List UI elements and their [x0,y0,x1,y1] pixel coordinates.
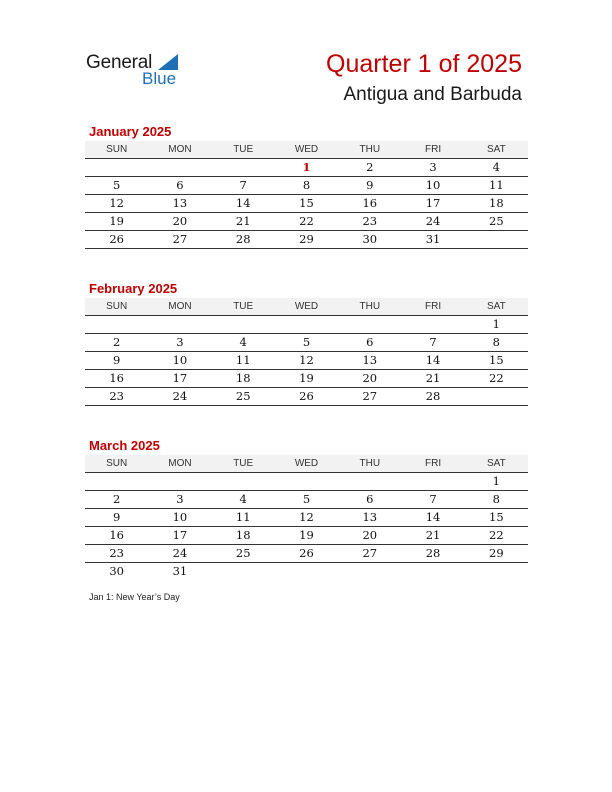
day-cell: 17 [172,528,188,542]
month-calendar [85,279,528,406]
day-cell: 18 [489,196,504,210]
day-cell [465,231,528,248]
weekday-label: FRI [424,144,442,155]
month-title: February 2025 [89,281,178,296]
weekday-header-row [85,455,528,472]
day-cell: 2 [112,335,121,349]
day-cell: 30 [109,564,124,578]
month-title: March 2025 [89,438,160,453]
week-row [85,508,528,526]
month-bottom-rule [85,248,528,249]
weekday-label: SUN [106,301,128,312]
day-cell: 4 [239,335,247,349]
day-cell: 12 [299,510,314,524]
week-row [85,212,528,230]
day-cell: 1 [492,474,500,488]
day-cell: 20 [362,528,378,542]
logo-blue-text: Blue [142,69,177,88]
day-cell: 24 [425,214,441,228]
week-row [85,490,528,508]
day-cell: 20 [172,214,188,228]
day-cell: 27 [362,389,378,403]
day-cell [338,473,401,490]
holiday-notes: Jan 1: New Year’s Day [89,592,180,602]
weekday-label: SAT [486,144,506,155]
weekday-label: SAT [486,301,506,312]
week-row [85,333,528,351]
day-cell: 4 [492,160,500,174]
day-cell: 19 [299,528,314,542]
week-row [85,544,528,562]
day-cell: 22 [489,528,504,542]
day-cell: 26 [109,232,124,246]
week-row [85,176,528,194]
day-cell: 29 [489,546,504,560]
day-cell: 14 [425,353,441,367]
day-cell: 2 [366,160,374,174]
day-cell [338,316,401,333]
day-cell: 15 [299,196,314,210]
day-cell [338,563,401,580]
day-cell [401,316,464,333]
weekday-label: TUE [233,144,254,155]
day-cell: 5 [112,178,121,192]
day-cell: 25 [489,214,504,228]
day-cell: 7 [239,178,247,192]
day-cell: 23 [362,214,378,228]
page-title: Quarter 1 of 2025 [326,50,522,78]
day-cell: 6 [176,178,184,192]
day-cell: 13 [172,196,188,210]
weekday-label: SUN [106,458,128,469]
day-cell: 10 [172,510,188,524]
day-cell: 26 [299,546,314,560]
day-cell: 27 [172,232,188,246]
day-cell: 13 [362,510,378,524]
day-cell: 12 [109,196,124,210]
day-cell [148,159,211,176]
month-title: January 2025 [89,124,172,139]
day-cell: 16 [109,371,124,385]
day-cell: 21 [425,371,441,385]
week-row [85,472,528,490]
logo-general-text: General [86,52,153,73]
weekday-label: SUN [106,144,128,155]
day-cell: 14 [425,510,441,524]
month-bottom-rule [85,405,528,406]
day-cell: 21 [235,214,251,228]
day-cell: 13 [362,353,378,367]
day-cell: 7 [429,335,437,349]
day-cell [148,473,211,490]
day-cell: 1 [302,160,311,174]
day-cell: 23 [109,546,124,560]
weekday-label: WED [294,458,319,469]
day-cell: 5 [302,335,311,349]
day-cell: 25 [235,389,251,403]
day-cell [212,473,275,490]
weekday-label: MON [168,301,192,312]
day-cell: 8 [492,492,500,506]
weekday-header-row [85,141,528,158]
generalblue-logo [86,50,196,90]
day-cell [148,316,211,333]
weekday-label: THU [359,301,381,312]
country-subtitle: Antigua and Barbuda [343,84,522,105]
day-cell: 7 [429,492,437,506]
day-cell: 24 [172,389,188,403]
day-cell: 17 [425,196,441,210]
weekday-label: THU [359,144,381,155]
weekday-label: WED [294,144,319,155]
day-cell: 15 [489,353,504,367]
day-cell [212,159,275,176]
day-cell [401,563,464,580]
week-row [85,230,528,248]
day-cell [85,316,148,333]
day-cell: 27 [362,546,378,560]
month-calendar [85,436,528,580]
day-cell: 18 [235,528,251,542]
week-row [85,369,528,387]
weekday-label: TUE [233,301,254,312]
day-cell [465,563,528,580]
weekday-label: MON [168,144,192,155]
day-cell: 11 [235,353,251,367]
weekday-label: FRI [424,301,442,312]
logo-triangle-icon [158,54,178,70]
day-cell: 5 [302,492,311,506]
day-cell [212,563,275,580]
day-cell: 28 [425,389,441,403]
weekday-label: TUE [233,458,254,469]
day-cell [275,473,338,490]
day-cell: 31 [425,232,441,246]
day-cell: 22 [489,371,504,385]
day-cell: 24 [172,546,188,560]
day-cell: 17 [172,371,188,385]
day-cell: 10 [172,353,188,367]
week-row [85,194,528,212]
day-cell [275,316,338,333]
day-cell: 16 [109,528,124,542]
day-cell: 26 [299,389,314,403]
day-cell: 21 [425,528,441,542]
day-cell: 11 [489,178,504,192]
day-cell: 23 [109,389,124,403]
day-cell: 19 [109,214,124,228]
day-cell: 3 [429,160,437,174]
day-cell: 22 [299,214,314,228]
day-cell [85,159,148,176]
day-cell: 20 [362,371,378,385]
day-cell [275,563,338,580]
day-cell: 12 [299,353,314,367]
day-cell: 31 [172,564,188,578]
day-cell: 8 [492,335,500,349]
week-row [85,562,528,580]
day-cell: 9 [366,178,374,192]
day-cell: 2 [112,492,121,506]
day-cell: 19 [299,371,314,385]
weekday-label: SAT [486,458,506,469]
day-cell: 28 [235,232,251,246]
weekday-label: FRI [424,458,442,469]
day-cell: 30 [362,232,378,246]
week-row [85,158,528,176]
weekday-label: WED [294,301,319,312]
week-row [85,387,528,405]
day-cell: 8 [302,178,311,192]
weekday-header-row [85,298,528,315]
weekday-label: THU [359,458,381,469]
week-row [85,526,528,544]
day-cell: 4 [239,492,247,506]
day-cell: 1 [492,317,500,331]
weekday-label: MON [168,458,192,469]
day-cell: 10 [425,178,441,192]
day-cell: 6 [366,335,374,349]
day-cell: 3 [176,335,184,349]
day-cell: 29 [299,232,314,246]
day-cell [401,473,464,490]
day-cell: 9 [112,353,121,367]
day-cell: 28 [425,546,441,560]
day-cell [465,388,528,405]
day-cell: 14 [235,196,251,210]
week-row [85,315,528,333]
day-cell: 3 [176,492,184,506]
day-cell: 15 [489,510,504,524]
day-cell [85,473,148,490]
day-cell: 25 [235,546,251,560]
week-row [85,351,528,369]
day-cell [212,316,275,333]
day-cell: 16 [362,196,378,210]
day-cell: 11 [235,510,251,524]
day-cell: 18 [235,371,251,385]
day-cell: 6 [366,492,374,506]
day-cell: 9 [112,510,121,524]
month-calendar [85,122,528,249]
